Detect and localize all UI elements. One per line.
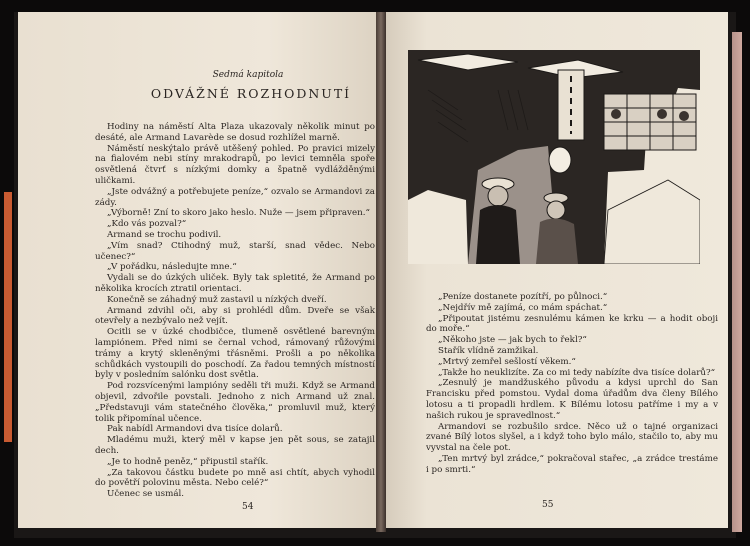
paragraph: Armand se trochu podivil. <box>107 229 222 240</box>
paragraph: Učenec se usmál. <box>107 489 185 500</box>
paragraph: „V pořádku, následujte mne.“ <box>107 262 237 273</box>
paragraph: „Připoutat jistému zesnulému kámen ke krku — a hodit oboji do moře.“ <box>426 313 718 335</box>
paragraph: Konečně se záhadný muž zastavil u nízkých dveří. <box>107 294 327 305</box>
paragraph: Armandovi se rozbušilo srdce. Něco už o tajné organizaci zvané Bílý lotos slyšel, a i když toho bylo málo, stačilo to, aby mu vyvstal na čele pot. <box>426 421 718 454</box>
paragraph: „Kdo vás pozval?“ <box>107 219 187 230</box>
paragraph: „Nejdřív mě zajímá, co mám spáchat.“ <box>438 302 608 313</box>
paragraph: „Je to hodně peněz,“ připustil stařík. <box>107 456 269 467</box>
right-text-block <box>426 292 718 476</box>
paragraph: Pak nabídl Armandovi dva tisíce dolarů. <box>107 424 283 435</box>
cover-edge <box>732 32 742 532</box>
right-page <box>386 12 728 528</box>
paragraph: „Peníze dostanete pozítří, po půlnoci.“ <box>438 292 608 302</box>
book-spread <box>14 12 736 538</box>
paragraph: „Někoho jste — jak bych to řekl?“ <box>438 335 587 346</box>
paragraph: Pod rozsvícenými lampióny seděli tři muži. Když se Armand objevil, zdvořile povstali. Jednoho z nich Armand už znal. „Představuji vám statečného člověka,“ promluvil muž, který tolik připomínal učence. <box>95 381 375 424</box>
street-illustration <box>408 50 700 264</box>
page-number-right: 55 <box>542 500 554 510</box>
paragraph: Vydali se do úzkých uliček. Byly tak spletité, že Armand po několika krocích ztratil orientaci. <box>95 273 375 294</box>
paragraph: Hodiny na náměstí Alta Plaza ukazovaly několik minut po desáté, ale Armand Lavarède se dosud rozhlížel marně. <box>95 122 375 143</box>
cover-edge <box>4 192 12 442</box>
chapter-title: ODVÁŽNÉ ROZHODNUTÍ <box>150 86 352 101</box>
paragraph: Ocitli se v úzké chodbičce, tlumeně osvětlené barevným lampiónem. Před nimi se černal vchod, rámovaný růžovými trámy a krytý skleněnými třásněmi. Prošli a po několika schůdkách vystoupili do poschodí. Za řadou temných místností byly v posledním salónku dost světla. <box>95 327 375 381</box>
paragraph: „Za takovou částku budete po mně asi chtít, abych vyhodil do povětří polovinu města. Nebo celé?“ <box>95 467 375 489</box>
paragraph: „Výborně! Zní to skoro jako heslo. Nuže — jsem připraven.“ <box>107 208 370 219</box>
book-gutter <box>376 12 386 532</box>
paragraph: „Zesnulý je mandžuského původu a kdysi uprchl do San Francisku před pomstou. Vydal doma úřadům dva členy Bílého lotosu a ti propadli hrdlem. K Bílému lotosu patříme i my a v našich rukou je spravedlnost.“ <box>426 378 718 421</box>
left-text-block <box>95 122 375 500</box>
paragraph: Náměstí neskýtalo právě utěšený pohled. Po pravici mizely na fialovém nebi stíny mrakodrapů, po levici temněla spoře osvětlená čtvrť s nízkými domky a špatně vydlážděnými uličkami. <box>95 143 375 186</box>
paragraph: „Jste odvážný a potřebujete peníze,“ ozvalo se Armandovi za zády. <box>95 186 375 208</box>
paragraph: „Ten mrtvý byl zrádce,“ pokračoval stařec, „a zrádce trestáme i po smrti.“ <box>426 453 718 475</box>
paragraph: „Mrtvý zemřel sešlostí věkem.“ <box>438 356 576 367</box>
left-page <box>18 12 376 528</box>
paragraph: Mladému muži, který měl v kapse jen pět sous, se zatajil dech. <box>95 435 375 456</box>
paragraph: Armand zdvihl oči, aby si prohlédl dům. Dveře se však otevřely a nezbývalo než vejít. <box>95 305 375 327</box>
paragraph: „Vím snad? Ctihodný muž, starší, snad vědec. Nebo učenec?“ <box>95 240 375 262</box>
paragraph: „Takže ho neuklizíte. Za co mi tedy nabízíte dva tisíce dolarů?“ <box>438 367 716 378</box>
paragraph: Stařík vlídně zamžikal. <box>438 345 539 356</box>
chapter-kicker: Sedmá kapitola <box>212 70 284 80</box>
page-number-left: 54 <box>242 502 254 512</box>
